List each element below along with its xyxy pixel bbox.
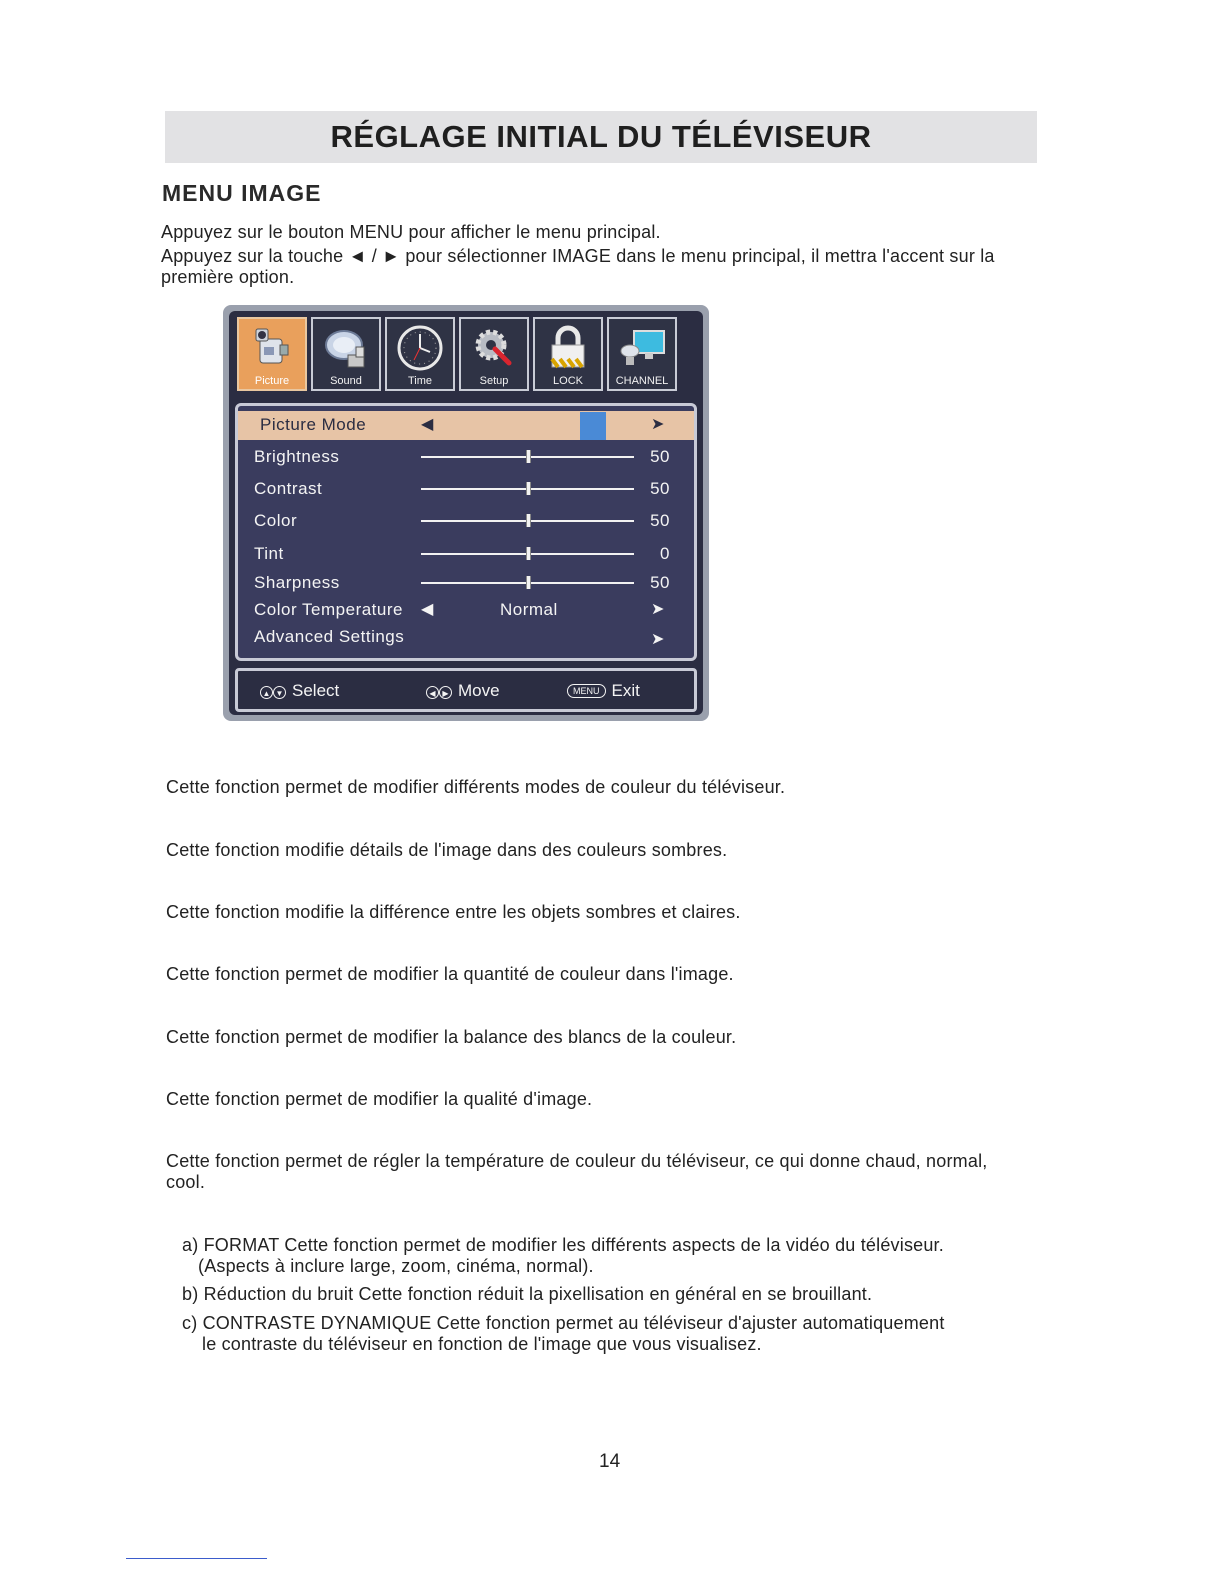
- menu-item-label: Tint: [254, 544, 284, 563]
- arrow-right-icon[interactable]: ➤: [651, 416, 665, 433]
- menu-item-value: 50: [650, 573, 670, 592]
- tv-picture-menu: [223, 305, 709, 721]
- description-tint: [166, 1027, 1036, 1048]
- description-text: Cette fonction modifie détails de l'image dans des couleurs sombres.: [166, 840, 728, 860]
- intro-line-1: Appuyez sur le bouton MENU pour afficher le menu principal.: [161, 222, 661, 242]
- picture-settings-panel: [235, 403, 697, 661]
- description-text: Cette fonction modifie la différence entre les objets sombres et claires.: [166, 902, 741, 922]
- page-title: RÉGLAGE INITIAL DU TÉLÉVISEUR: [330, 119, 872, 154]
- camcorder-icon: [239, 323, 305, 373]
- tab-lock[interactable]: [533, 317, 603, 391]
- menu-key-icon: MENU: [567, 684, 606, 698]
- tab-time[interactable]: [385, 317, 455, 391]
- section-title: MENU IMAGE: [162, 180, 322, 206]
- advanced-item-line: (Aspects à inclure large, zoom, cinéma, normal).: [198, 1256, 594, 1276]
- slider-knob[interactable]: [526, 514, 531, 527]
- help-move: [426, 681, 500, 701]
- menu-item-value: 0: [660, 544, 670, 563]
- tab-label: Setup: [479, 375, 509, 387]
- menu-item-label: Color: [254, 511, 298, 530]
- advanced-item-line: a) FORMAT Cette fonction permet de modifier les différents aspects de la vidéo du téléviseur.: [182, 1235, 944, 1255]
- tab-label: CHANNEL: [615, 375, 669, 387]
- left-right-buttons-icon: ◀ ▶: [426, 681, 452, 701]
- description-text: Cette fonction permet de modifier la quantité de couleur dans l'image.: [166, 964, 734, 984]
- slider-knob[interactable]: [526, 547, 531, 560]
- slider-knob[interactable]: [526, 576, 531, 589]
- description-text: Cette fonction permet de régler la température de couleur du téléviseur, ce qui donne chaud, normal, cool.: [166, 1151, 988, 1192]
- menu-item-brightness[interactable]: [238, 443, 694, 471]
- slider-knob[interactable]: [526, 450, 531, 463]
- description-text: Cette fonction permet de modifier la balance des blancs de la couleur.: [166, 1027, 737, 1047]
- description-text: Cette fonction permet de modifier différents modes de couleur du téléviseur.: [166, 777, 786, 797]
- sharpness-slider[interactable]: [421, 582, 634, 584]
- description-brightness: [166, 840, 1036, 861]
- help-exit-label: Exit: [611, 681, 640, 700]
- tab-label: Sound: [330, 375, 362, 387]
- menu-item-contrast[interactable]: [238, 475, 694, 503]
- tab-picture[interactable]: [237, 317, 307, 391]
- color-slider[interactable]: [421, 520, 634, 522]
- menu-item-advanced-settings[interactable]: [238, 623, 694, 651]
- monitor-antenna-icon: [609, 323, 675, 373]
- arrow-right-icon[interactable]: ➤: [651, 631, 665, 648]
- description-sharpness: [166, 1089, 1036, 1110]
- arrow-left-icon[interactable]: ◀: [421, 601, 434, 618]
- description-color-temperature: [166, 1151, 1006, 1193]
- advanced-item-line: c) CONTRASTE DYNAMIQUE Cette fonction permet au téléviseur d'ajuster automatiquement: [182, 1313, 945, 1333]
- menu-item-sharpness[interactable]: [238, 569, 694, 597]
- help-move-label: Move: [458, 681, 500, 700]
- intro-line-2: Appuyez sur la touche ◄ / ► pour sélectionner IMAGE dans le menu principal, il mettra l'accent sur la première option.: [161, 246, 995, 287]
- menu-item-value: 50: [650, 511, 670, 530]
- menu-item-label: Advanced Settings: [254, 627, 405, 646]
- tab-channel[interactable]: [607, 317, 677, 391]
- gear-wrench-icon: [461, 323, 527, 373]
- tab-label: Time: [407, 375, 433, 387]
- tab-setup[interactable]: [459, 317, 529, 391]
- advanced-item-line: b) Réduction du bruit Cette fonction réduit la pixellisation en général en se brouillant.: [182, 1284, 873, 1304]
- slider-knob[interactable]: [526, 482, 531, 495]
- tab-label: Picture: [254, 375, 290, 387]
- description-color: [166, 964, 1036, 985]
- menu-item-label: Color Temperature: [254, 600, 403, 619]
- menu-help-bar: [235, 668, 697, 712]
- satellite-dish-icon: [313, 323, 379, 373]
- tv-menu-body: [229, 311, 703, 715]
- page-number: 14: [599, 1451, 621, 1472]
- menu-item-label: Picture Mode: [260, 415, 367, 434]
- menu-item-color[interactable]: [238, 507, 694, 535]
- advanced-item-dynamic-contrast: [182, 1313, 1042, 1355]
- color-temperature-value: Normal: [500, 600, 558, 619]
- help-exit: [567, 681, 640, 701]
- advanced-item-format: [182, 1235, 1042, 1277]
- description-contrast: [166, 902, 1036, 923]
- advanced-item-noise-reduction: [182, 1284, 1042, 1305]
- clock-icon: [387, 323, 453, 373]
- energy-star-icon: [580, 412, 606, 440]
- tab-sound[interactable]: [311, 317, 381, 391]
- arrow-right-icon[interactable]: ➤: [651, 601, 665, 618]
- menu-item-picture-mode[interactable]: [238, 411, 694, 440]
- contrast-slider[interactable]: [421, 488, 634, 490]
- footnote-rule: [126, 1558, 267, 1559]
- advanced-item-line: le contraste du téléviseur en fonction de l'image que vous visualisez.: [202, 1334, 762, 1354]
- menu-item-color-temperature[interactable]: [238, 596, 694, 624]
- menu-item-value: 50: [650, 479, 670, 498]
- menu-item-value: 50: [650, 447, 670, 466]
- menu-item-tint[interactable]: [238, 540, 694, 568]
- menu-item-label: Contrast: [254, 479, 323, 498]
- help-select-label: Select: [292, 681, 340, 700]
- tab-label: LOCK: [553, 375, 583, 387]
- description-picture-mode: [166, 777, 1036, 798]
- arrow-left-icon[interactable]: ◀: [421, 416, 434, 433]
- description-text: Cette fonction permet de modifier la qualité d'image.: [166, 1089, 593, 1109]
- help-select: [260, 681, 339, 701]
- menu-item-label: Sharpness: [254, 573, 340, 592]
- padlock-icon: [535, 323, 601, 373]
- intro-text: [161, 221, 1041, 288]
- up-down-buttons-icon: ▲ ▼: [260, 681, 286, 701]
- menu-item-label: Brightness: [254, 447, 340, 466]
- menu-tabs: [237, 317, 677, 391]
- brightness-slider[interactable]: [421, 456, 634, 458]
- title-banner: [165, 111, 1037, 163]
- tint-slider[interactable]: [421, 553, 634, 555]
